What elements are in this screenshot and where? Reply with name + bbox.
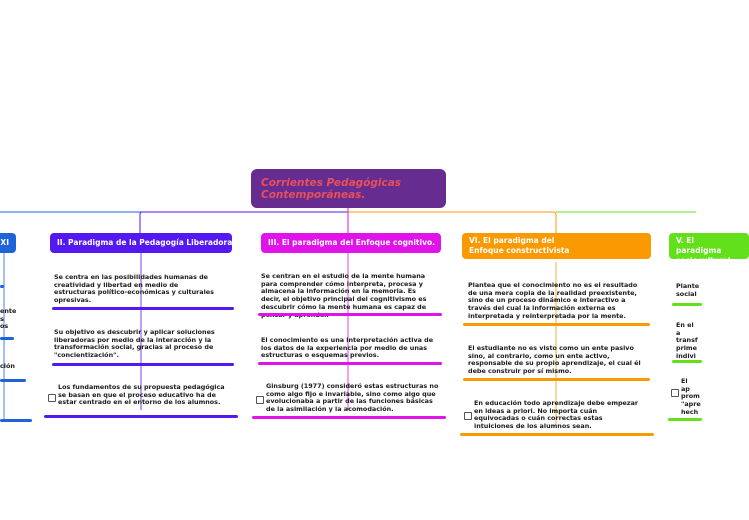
liberadora-item-2: Su objetivo es descubrir y aplicar soluciones liberadoras por medio de la interacción y la transformación social, gracias al proceso de "concientización". bbox=[54, 328, 215, 360]
constructivista-underline-1 bbox=[463, 323, 650, 326]
cognitivo-checkbox[interactable] bbox=[256, 396, 264, 404]
root-topic[interactable] bbox=[251, 169, 446, 208]
sociocultural-checkbox[interactable] bbox=[671, 389, 679, 397]
left-fragment-2: s bbox=[0, 315, 4, 323]
constructivista-checkbox[interactable] bbox=[464, 412, 472, 420]
cognitivo-item-2: El conocimiento es una interpretación activa de los datos de la experiencia por medio de unas estructuras o esquemas previos. bbox=[261, 336, 434, 360]
constructivista-item-2: El estudiante no es visto como un ente pasivo sino, al contrario, como un ente activo, responsable de su propio aprendizaje, el cual él debe construir por sí mismo. bbox=[468, 344, 641, 376]
liberadora-underline-3 bbox=[44, 415, 238, 418]
sociocultural-underline-3 bbox=[668, 418, 702, 421]
cognitivo-item-3: Ginsburg (1977) consideró estas estructuras no como algo fijo e invariable, sino como algo que evolucionaba a partir de las funciones básicas de la asimilación y la acomodación. bbox=[266, 382, 439, 414]
branch-xxi[interactable] bbox=[0, 233, 16, 253]
branch-sociocultural[interactable] bbox=[669, 233, 749, 265]
constructivista-item-1: Plantea que el conocimiento no es el resultado de una mera copia de la realidad preexistente, sino de un proceso dinámico e interactivo a través del cual la información externa es interpretada y reinterpretada por la mente. bbox=[468, 281, 638, 320]
constructivista-underline-2 bbox=[463, 378, 650, 381]
left-underline-4 bbox=[0, 419, 32, 422]
liberadora-item-1: Se centra en las posibilidades humanas de creatividad y libertad en medio de estructuras político-económicas y culturales opresivas. bbox=[54, 273, 214, 305]
left-fragment-3: os bbox=[0, 322, 9, 330]
cognitivo-underline-1 bbox=[258, 313, 442, 316]
branch-xxi-label: XI bbox=[0, 238, 9, 247]
branch-cognitivo-label: III. El paradigma del Enfoque cognitivo. bbox=[268, 238, 435, 247]
branch-liberadora-label: II. Paradigma de la Pedagogía Liberadora. bbox=[57, 238, 236, 247]
sociocultural-item-1: Plante social bbox=[676, 282, 700, 298]
sociocultural-underline-1 bbox=[672, 303, 702, 306]
branch-sociocultural-label: V. El paradigma sociocultural bbox=[676, 236, 731, 265]
cognitivo-underline-3 bbox=[252, 416, 446, 419]
branch-liberadora[interactable] bbox=[50, 233, 236, 253]
cognitivo-item-1: Se centran en el estudio de la mente humana para comprender cómo interpreta, procesa y almacena la información en la memoria. Es decir, el objetivo principal del cognitivismo es descubrir cómo la mente humana es capaz de bbox=[261, 272, 427, 311]
branch-constructivista[interactable] bbox=[462, 233, 651, 259]
root-title: Corrientes Pedagógicas Contemporáneas. bbox=[261, 177, 402, 201]
branch-constructivista-label: VI. El paradigma del Enfoque constructivista bbox=[469, 236, 570, 255]
left-underline-3 bbox=[0, 379, 26, 382]
liberadora-underline-1 bbox=[52, 307, 234, 310]
liberadora-item-3: Los fundamentos de su propuesta pedagógica se basan en que el proceso educativo ha de estar centrado en el entorno de los alumnos. bbox=[58, 383, 225, 407]
left-underline-1 bbox=[0, 285, 4, 288]
sociocultural-underline-2 bbox=[672, 360, 702, 363]
cognitivo-underline-2 bbox=[258, 362, 442, 365]
branch-cognitivo[interactable] bbox=[261, 233, 441, 253]
left-fragment-4: ción bbox=[0, 362, 15, 370]
left-fragment-1: ente bbox=[0, 307, 17, 315]
sociocultural-item-3: El ap prom "apre hech bbox=[681, 377, 701, 416]
liberadora-underline-2 bbox=[52, 363, 234, 366]
constructivista-underline-3 bbox=[460, 433, 654, 436]
constructivista-item-3: En educación todo aprendizaje debe empezar en ideas a priori. No importa cuán equivocadas o cuán correctas estas intuiciones de los alumnos sean. bbox=[474, 399, 639, 431]
left-underline-2 bbox=[0, 337, 14, 340]
liberadora-checkbox[interactable] bbox=[48, 394, 56, 402]
sociocultural-item-2: En el a transf prime indivi bbox=[676, 321, 698, 360]
